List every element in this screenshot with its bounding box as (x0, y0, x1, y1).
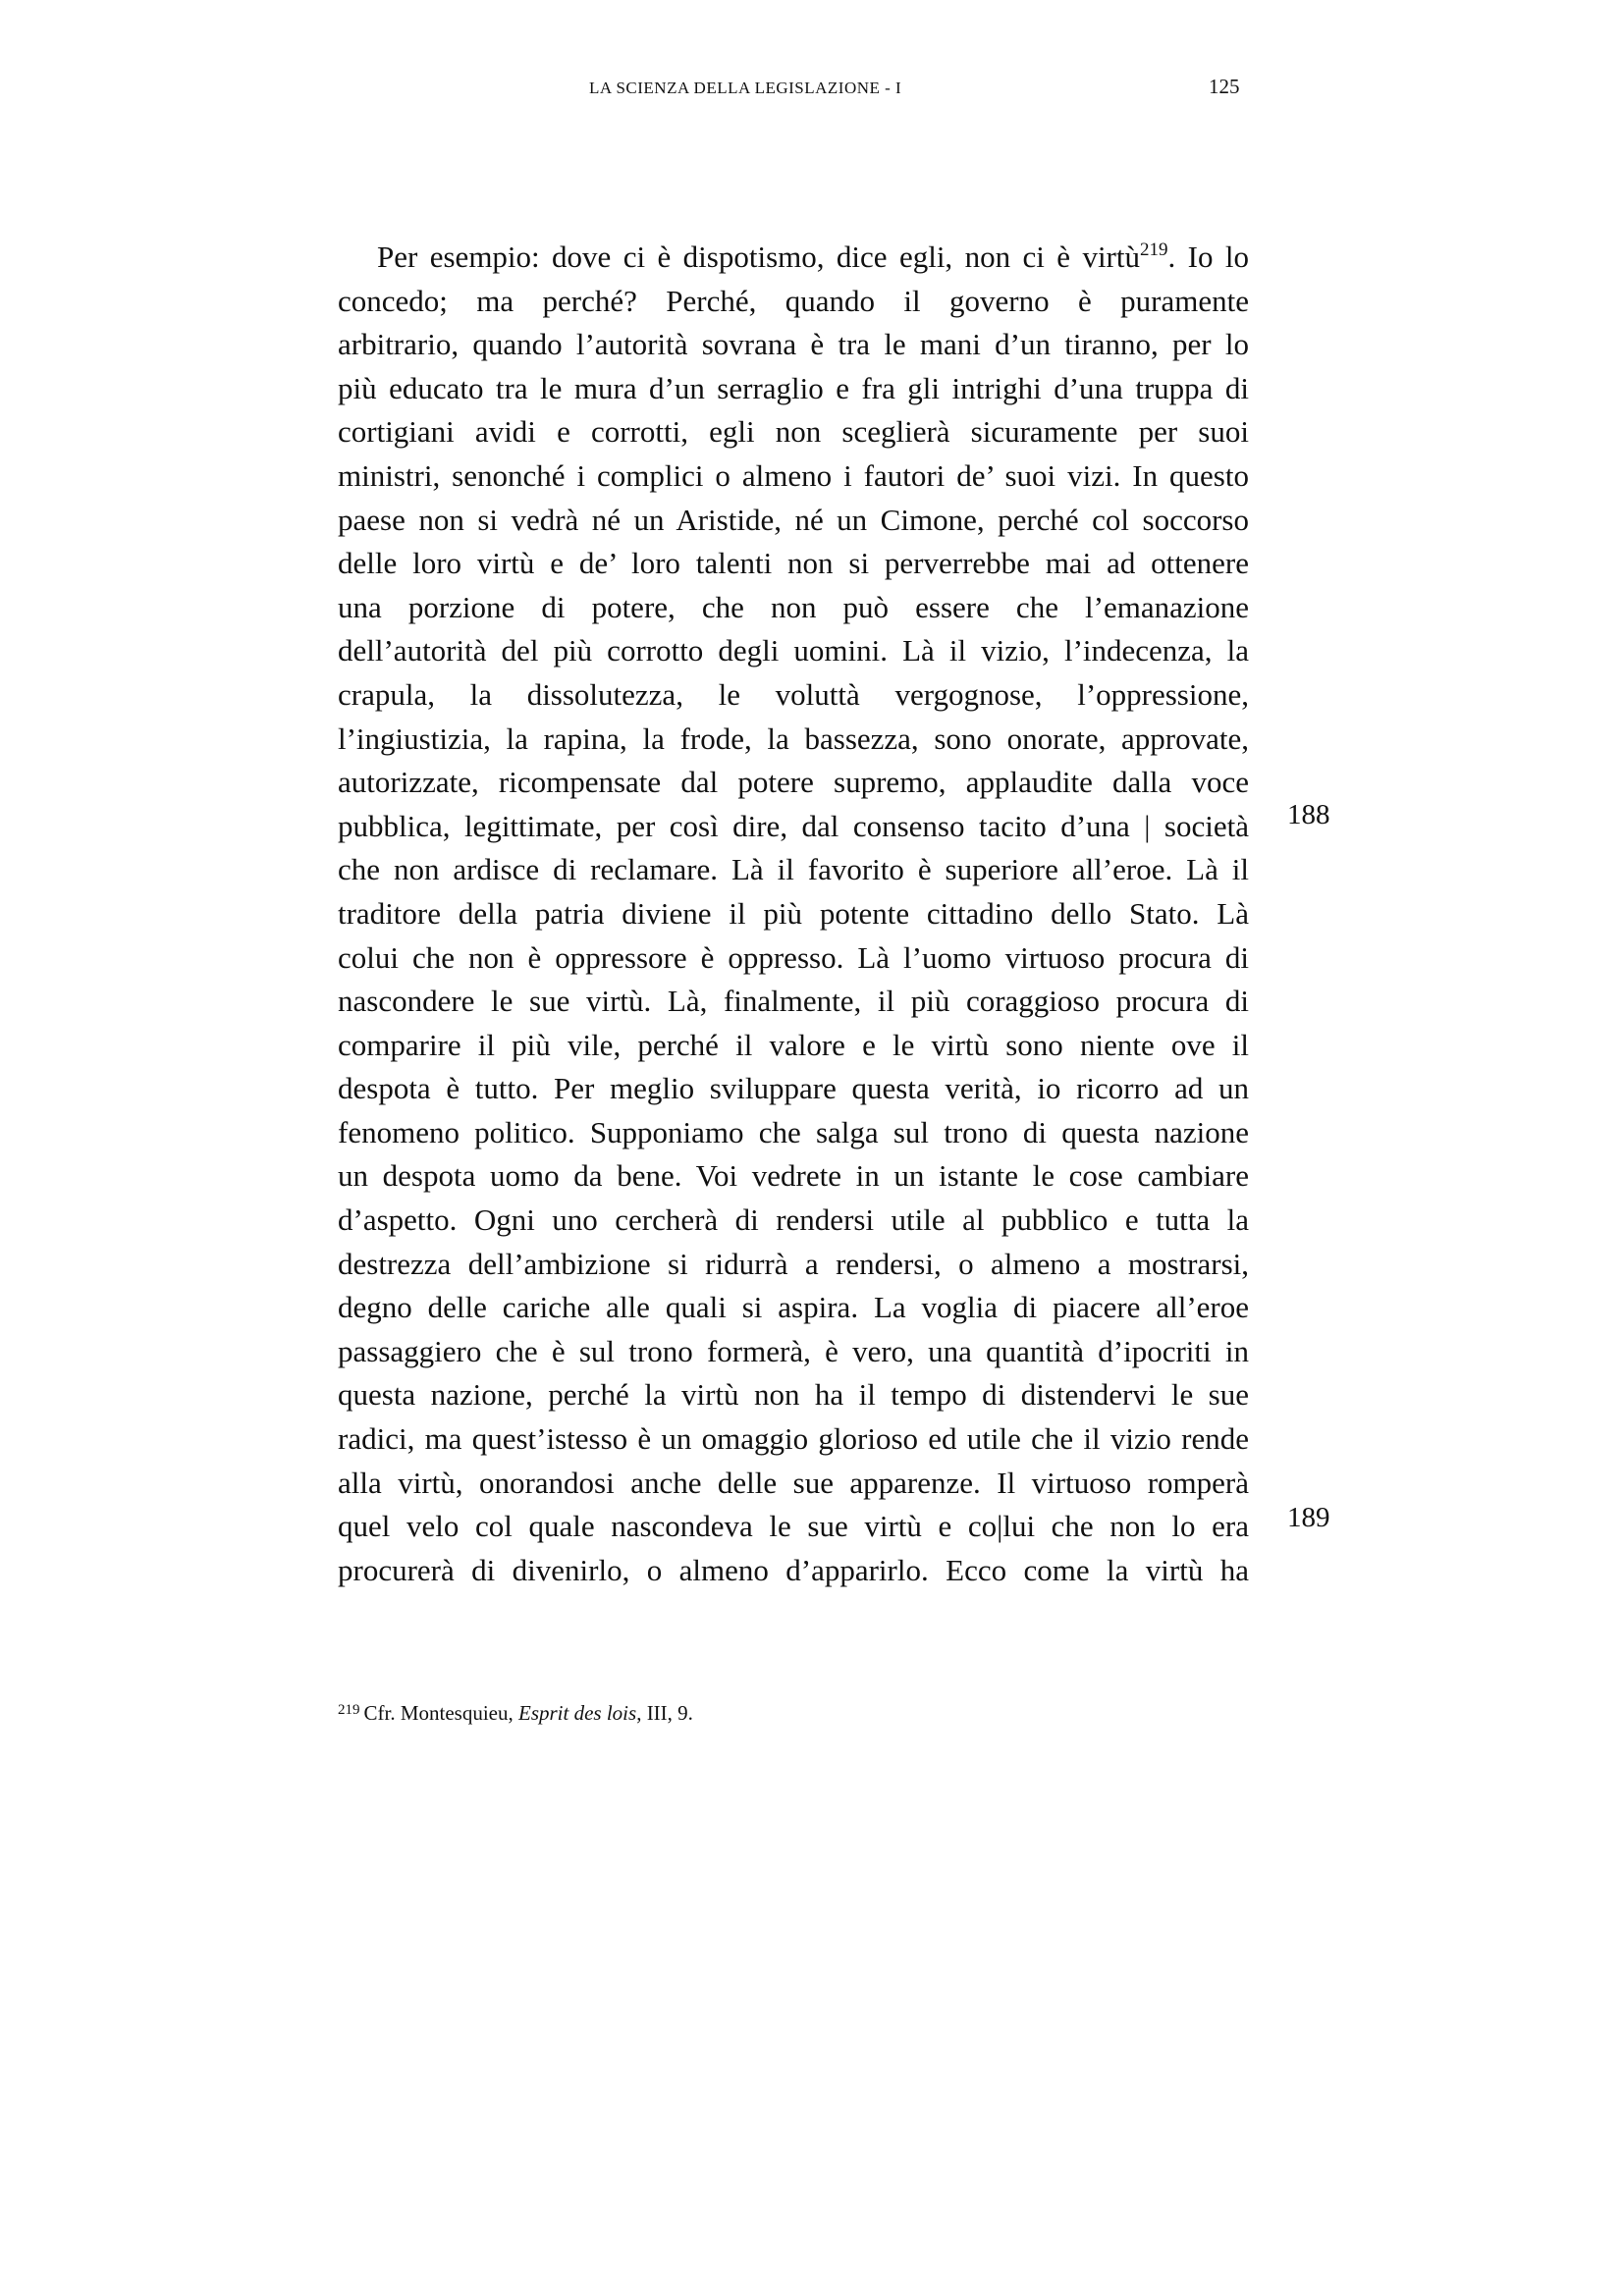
text-line: crapula, la dissolutezza, le voluttà vergognose, l’oppressione, (338, 676, 1249, 712)
text-line: un despota uomo da bene. Voi vedrete in un istante le cose cambiare (338, 1158, 1249, 1194)
text-line: fenomeno politico. Supponiamo che salga sul trono di questa nazione (338, 1114, 1249, 1149)
text-line: più educato tra le mura d’un serraglio e fra gli intrighi d’una truppa di (338, 370, 1249, 405)
text-line: questa nazione, perché la virtù non ha il tempo di distendervi le sue (338, 1377, 1249, 1413)
text-line: colui che non è oppressore è oppresso. Là l’uomo virtuoso procura di (338, 939, 1249, 975)
text-line: alla virtù, onorandosi anche delle sue apparenze. Il virtuoso romperà (338, 1465, 1249, 1500)
text-line: d’aspetto. Ogni uno cercherà di rendersi utile al pubblico e tutta la (338, 1202, 1249, 1238)
text-line-1-main: Per esempio: dove ci è dispotismo, dice egli, non ci è virtù (377, 240, 1140, 274)
text-line: dell’autorità del più corrotto degli uomini. Là il vizio, l’indecenza, la (338, 633, 1249, 668)
margin-page-number-189: 189 (1287, 1502, 1330, 1533)
footnote-text-after: , III, 9. (636, 1701, 693, 1725)
text-line: despota è tutto. Per meglio sviluppare questa verità, io ricorro ad un (338, 1071, 1249, 1106)
footnote-number: 219 (338, 1702, 360, 1718)
text-line: autorizzate, ricompensate dal potere supremo, applaudite dalla voce (338, 765, 1249, 800)
text-line: radici, ma quest’istesso è un omaggio glorioso ed utile che il vizio rende (338, 1421, 1249, 1457)
footnote-reference: 219 (1140, 240, 1168, 260)
text-line: cortigiani avidi e corrotti, egli non sceglierà sicuramente per suoi (338, 414, 1249, 450)
text-line: passaggiero che è sul trono formerà, è vero, una quantità d’ipocriti in (338, 1333, 1249, 1368)
footnote (338, 1701, 693, 1726)
text-line: quel velo col quale nascondeva le sue virtù e co|lui che non lo era (338, 1509, 1249, 1544)
margin-page-number-188: 188 (1287, 799, 1330, 830)
page-number: 125 (1209, 75, 1240, 98)
text-line: traditore della patria diviene il più potente cittadino dello Stato. Là (338, 895, 1249, 931)
text-line: una porzione di potere, che non può essere che l’emanazione (338, 589, 1249, 624)
text-line: procurerà di divenirlo, o almeno d’apparirlo. Ecco come la virtù ha (338, 1552, 1249, 1587)
text-line: comparire il più vile, perché il valore e le virtù sono niente ove il (338, 1027, 1249, 1062)
text-line: destrezza dell’ambizione si ridurrà a rendersi, o almeno a mostrarsi, (338, 1246, 1249, 1281)
footnote-text-before: Cfr. Montesquieu, (363, 1701, 518, 1725)
text-line: che non ardisce di reclamare. Là il favorito è superiore all’eroe. Là il (338, 852, 1249, 887)
text-line: nascondere le sue virtù. Là, finalmente, il più coraggioso procura di (338, 984, 1249, 1019)
footnote-work-title: Esprit des lois (518, 1701, 637, 1725)
text-line-1-tail: . Io lo (1167, 240, 1250, 274)
text-line: pubblica, legittimate, per così dire, dal consenso tacito d’una | società (338, 808, 1249, 843)
text-line: delle loro virtù e de’ loro talenti non si perverrebbe mai ad ottenere (338, 546, 1249, 581)
text-line: ministri, senonché i complici o almeno i fautori de’ suoi vizi. In questo (338, 457, 1249, 493)
text-line: concedo; ma perché? Perché, quando il governo è puramente (338, 283, 1249, 318)
text-line-1 (338, 236, 1249, 280)
text-line: arbitrario, quando l’autorità sovrana è tra le mani d’un tiranno, per lo (338, 327, 1249, 362)
running-head: LA SCIENZA DELLA LEGISLAZIONE - I (589, 79, 902, 97)
body-text (338, 236, 1249, 1592)
text-line: degno delle cariche alle quali si aspira. La voglia di piacere all’eroe (338, 1290, 1249, 1325)
text-line: paese non si vedrà né un Aristide, né un Cimone, perché col soccorso (338, 502, 1249, 537)
text-line: l’ingiustizia, la rapina, la frode, la bassezza, sono onorate, approvate, (338, 721, 1249, 756)
